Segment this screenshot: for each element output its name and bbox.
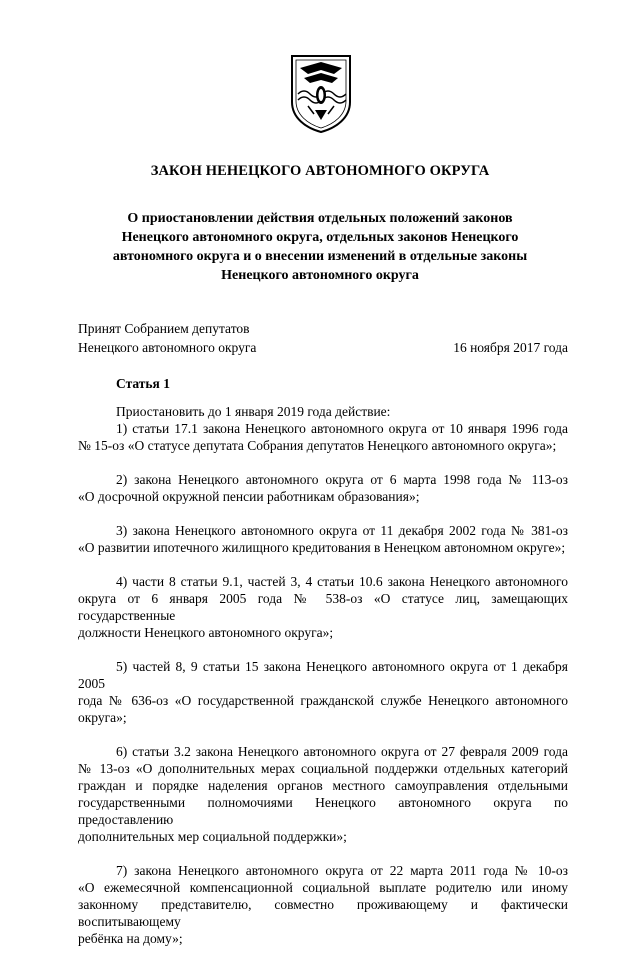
adopted-by-body: Ненецкого автономного округа (78, 340, 257, 355)
item-line: должности Ненецкого автономного округа»; (78, 625, 334, 640)
item-line: 3) закона Ненецкого автономного округа от 11 декабря 2002 года № 381-оз (116, 523, 568, 538)
subtitle-line: О приостановлении действия отдельных положений законов (127, 211, 513, 226)
article-item (78, 743, 568, 845)
article-item (78, 522, 568, 556)
adoption-date: 16 ноября 2017 года (453, 340, 568, 355)
article-item (78, 658, 568, 726)
subtitle-line: Ненецкого автономного округа (221, 268, 419, 283)
subtitle-line: автономного округа и о внесении изменений в отдельные законы (112, 249, 528, 264)
item-line: 5) частей 8, 9 статьи 15 закона Ненецкого автономного округа от 1 декабря 2005 (78, 659, 568, 691)
article-body (78, 403, 568, 964)
item-line: законному представителю, совместно проживающему и фактически воспитывающему (78, 897, 568, 929)
subtitle-line: Ненецкого автономного округа, отдельных законов Ненецкого (121, 230, 519, 245)
item-line: 4) части 8 статьи 9.1, частей 3, 4 статьи 10.6 закона Ненецкого автономного (116, 574, 568, 589)
article-intro: Приостановить до 1 января 2019 года действие: (116, 404, 391, 419)
item-line: «О развитии ипотечного жилищного кредитования в Ненецком автономном округе»; (78, 540, 566, 555)
article-item (78, 573, 568, 641)
item-line: государственными полномочиями Ненецкого автономного округа по предоставлению (78, 795, 568, 827)
item-line: дополнительных мер социальной поддержки»; (78, 829, 347, 844)
item-line: 2) закона Ненецкого автономного округа от 6 марта 1998 года № 113-оз (116, 472, 568, 487)
item-line: № 13-оз «О дополнительных мерах социальной поддержки отдельных категорий (78, 761, 568, 776)
article-item (78, 420, 568, 454)
item-line: «О ежемесячной компенсационной социальной выплате родителю или иному (78, 880, 568, 895)
item-line: граждан и порядке наделения органов местного самоуправления отдельными (78, 778, 568, 793)
item-line: «О досрочной окружной пенсии работникам образования»; (78, 489, 420, 504)
item-line: года № 636-оз «О государственной гражданской службе Ненецкого автономного (78, 693, 568, 708)
item-line: № 15-оз «О статусе депутата Собрания депутатов Ненецкого автономного округа»; (78, 438, 557, 453)
item-line: 1) статьи 17.1 закона Ненецкого автономного округа от 10 января 1996 года (116, 421, 568, 436)
adoption-block (78, 319, 568, 357)
coat-of-arms-emblem (290, 54, 352, 134)
adopted-by-line: Принят Собранием депутатов (78, 321, 250, 336)
item-line: округа»; (78, 710, 127, 725)
item-line: ребёнка на дому»; (78, 931, 183, 946)
item-line: 6) статьи 3.2 закона Ненецкого автономного округа от 27 февраля 2009 года (116, 744, 568, 759)
law-subtitle (60, 209, 580, 285)
item-line: округа от 6 января 2005 года № 538-оз «О статусе лиц, замещающих государственные (78, 591, 568, 623)
article-heading: Статья 1 (116, 376, 170, 391)
law-title: ЗАКОН НЕНЕЦКОГО АВТОНОМНОГО ОКРУГА (150, 163, 490, 179)
item-line: 7) закона Ненецкого автономного округа от 22 марта 2011 года № 10-оз (116, 863, 568, 878)
article-item (78, 471, 568, 505)
